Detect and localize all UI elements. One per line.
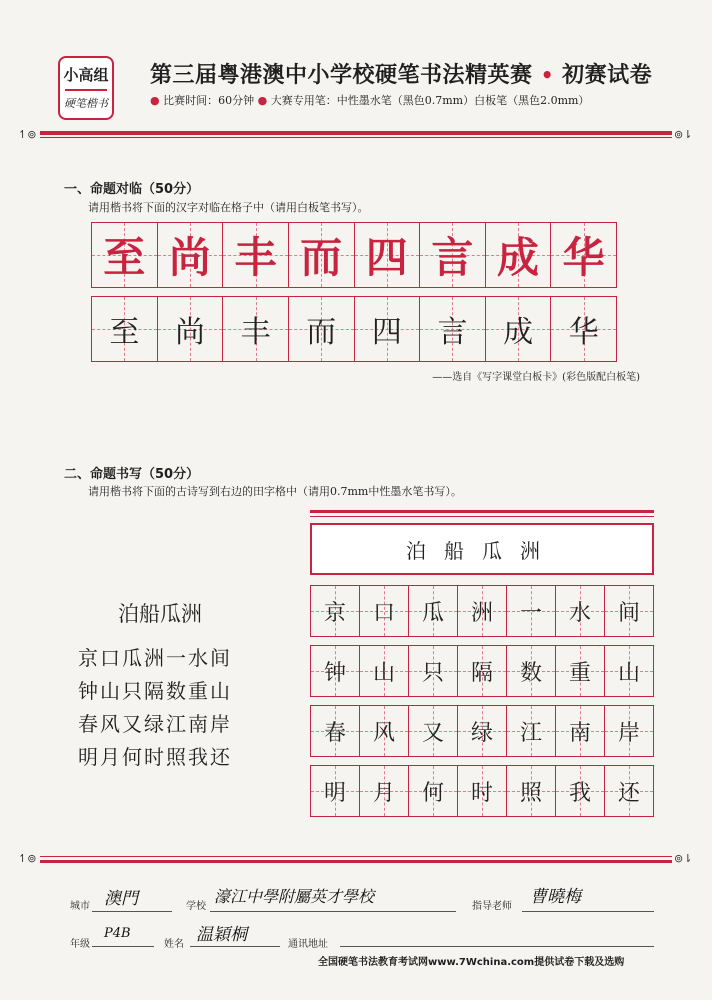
- grid-cell: [605, 766, 653, 816]
- grid-character: 照: [519, 780, 542, 806]
- grid-cell: [311, 766, 360, 816]
- practice-character-grid: [91, 296, 617, 362]
- address-underline: [340, 946, 654, 947]
- grid-cell: [223, 223, 289, 287]
- school-label: 学校: [186, 901, 206, 912]
- grid-character: 岸: [617, 720, 640, 746]
- grid-character: 京: [323, 600, 346, 626]
- grid-character: 水: [568, 600, 591, 626]
- grid-cell: [92, 297, 158, 361]
- grid-character: 而: [300, 233, 343, 282]
- poem-grid-row: [310, 705, 654, 757]
- grid-cell: [458, 586, 507, 636]
- grid-cell: [409, 766, 458, 816]
- grid-cell: [420, 297, 486, 361]
- poem-grid-row: [310, 645, 654, 697]
- header-rule: [40, 131, 672, 135]
- badge-divider: [65, 89, 107, 91]
- grid-cell: [458, 706, 507, 756]
- grid-cell: [355, 223, 421, 287]
- grid-character: 山: [372, 660, 395, 686]
- grid-character: 至: [109, 315, 140, 350]
- city-label: 城市: [70, 901, 90, 912]
- grid-cell: [409, 706, 458, 756]
- grid-character: 口: [372, 600, 395, 626]
- title-dot: •: [540, 63, 554, 87]
- info-dot-1: ●: [150, 94, 160, 107]
- name-underline: [190, 946, 280, 947]
- grid-character: 何: [421, 780, 444, 806]
- name-value: 温穎桐: [196, 925, 247, 945]
- grid-character: 尚: [168, 233, 211, 282]
- grid-cell: [507, 766, 556, 816]
- grid-cell: [158, 223, 224, 287]
- grid-cell: [409, 586, 458, 636]
- title-suffix: 初赛试卷: [562, 63, 653, 88]
- grid-character: 华: [568, 315, 599, 350]
- grid-character: 四: [371, 315, 402, 350]
- grid-character: 南: [568, 720, 591, 746]
- source-note: ——选自《写字课堂白板卡》(彩色版配白板笔): [432, 372, 640, 383]
- school-value: 濠江中學附屬英才學校: [214, 887, 375, 906]
- grid-cell: [605, 706, 653, 756]
- grid-cell: [458, 766, 507, 816]
- grid-character: 言: [437, 315, 468, 350]
- written-poem-title: 泊船瓜洲: [310, 523, 654, 575]
- grid-cell: [92, 223, 158, 287]
- grid-cell: [551, 223, 616, 287]
- grid-cell: [507, 646, 556, 696]
- grid-cell: [507, 586, 556, 636]
- grid-character: 尚: [174, 315, 205, 350]
- writing-area-rule: [310, 510, 654, 513]
- grade-underline: [92, 946, 154, 947]
- poem-grid-row: [310, 765, 654, 817]
- poem-grid-row: [310, 585, 654, 637]
- grid-cell: [556, 646, 605, 696]
- grade-value: P4B: [104, 926, 131, 941]
- city-value: 澳門: [104, 889, 138, 909]
- page-title: [150, 58, 690, 89]
- grid-cell: [311, 586, 360, 636]
- section1-title-text: 一、命题对临（: [64, 182, 156, 197]
- grid-character: 数: [519, 660, 542, 686]
- grid-character: 风: [372, 720, 395, 746]
- grid-character: 一: [519, 600, 542, 626]
- grid-character: 华: [562, 233, 605, 282]
- grid-cell: [360, 586, 409, 636]
- grid-cell: [556, 766, 605, 816]
- grid-character: 春: [323, 720, 346, 746]
- grid-cell: [420, 223, 486, 287]
- footer-rule-thin: [40, 856, 672, 857]
- grid-cell: [158, 297, 224, 361]
- grid-character: 山: [617, 660, 640, 686]
- poem-line: 京口瓜洲一水间: [78, 646, 232, 670]
- grid-cell: [289, 297, 355, 361]
- header-rule-thin: [40, 137, 672, 138]
- address-label: 通讯地址: [288, 939, 328, 950]
- exam-pens: 大赛专用笔：中性墨水笔（黑色0.7mm）白板笔（黑色2.0mm）: [270, 94, 590, 107]
- school-underline: [210, 911, 456, 912]
- grid-character: 言: [431, 233, 474, 282]
- grid-character: 江: [519, 720, 542, 746]
- grid-character: 月: [372, 780, 395, 806]
- section2-title-end: ）: [186, 467, 200, 482]
- grid-cell: [605, 586, 653, 636]
- grid-character: 而: [306, 315, 337, 350]
- teacher-underline: [522, 911, 654, 912]
- teacher-value: 曹曉梅: [530, 887, 581, 907]
- grid-character: 绿: [470, 720, 493, 746]
- grid-cell: [556, 586, 605, 636]
- city-underline: [92, 911, 172, 912]
- grid-cell: [311, 706, 360, 756]
- grid-cell: [507, 706, 556, 756]
- grid-cell: [355, 297, 421, 361]
- grid-character: 明: [323, 780, 346, 806]
- grid-character: 只: [421, 660, 444, 686]
- grid-character: 成: [503, 315, 534, 350]
- section2-title: [64, 463, 199, 482]
- teacher-label: 指导老师: [472, 901, 512, 912]
- footer-rule: [40, 860, 672, 863]
- ornament-left-bottom: ↿⊚: [18, 852, 37, 865]
- grid-cell: [360, 766, 409, 816]
- grid-cell: [289, 223, 355, 287]
- grid-character: 丰: [240, 315, 271, 350]
- grid-cell: [605, 646, 653, 696]
- poem-title: 泊船瓜洲: [118, 602, 202, 626]
- grid-character: 洲: [470, 600, 493, 626]
- grid-character: 我: [568, 780, 591, 806]
- grid-character: 又: [421, 720, 444, 746]
- grid-cell: [409, 646, 458, 696]
- grid-cell: [486, 297, 552, 361]
- grid-character: 瓜: [421, 600, 444, 626]
- grid-character: 间: [617, 600, 640, 626]
- grid-character: 还: [617, 780, 640, 806]
- exam-time: 比赛时间：60分钟: [163, 94, 255, 107]
- grid-cell: [458, 646, 507, 696]
- writing-area-rule-thin: [310, 516, 654, 517]
- title-main: 第三届粤港澳中小学校硬笔书法精英赛: [150, 63, 533, 88]
- section2-title-text: 二、命题书写（: [64, 467, 156, 482]
- grade-label: 年级: [70, 939, 90, 950]
- section1-instruction: 请用楷书将下面的汉字对临在格子中（请用白板笔书写）。: [88, 201, 369, 214]
- poem-line: 春风又绿江南岸: [78, 712, 232, 736]
- grid-character: 重: [568, 660, 591, 686]
- ornament-right-bottom: ⊚⇂: [674, 852, 693, 865]
- model-character-grid: [91, 222, 617, 288]
- poem-line: 明月何时照我还: [78, 745, 232, 769]
- grid-character: 钟: [323, 660, 346, 686]
- badge-group: 小高组: [63, 66, 109, 84]
- section1-title: [64, 178, 199, 197]
- grid-cell: [223, 297, 289, 361]
- name-label: 姓名: [164, 939, 184, 950]
- grid-cell: [551, 297, 616, 361]
- section1-points: 50分: [155, 182, 187, 197]
- badge-style: 硬笔楷书: [64, 97, 108, 110]
- group-badge: [58, 56, 114, 120]
- section1-title-end: ）: [186, 182, 200, 197]
- grid-character: 时: [470, 780, 493, 806]
- ornament-left-top: ↿⊚: [18, 128, 37, 141]
- grid-cell: [360, 646, 409, 696]
- grid-character: 隔: [470, 660, 493, 686]
- grid-cell: [486, 223, 552, 287]
- section2-points: 50分: [155, 467, 187, 482]
- grid-character: 四: [365, 233, 408, 282]
- section2-instruction: 请用楷书将下面的古诗写到右边的田字格中（请用0.7mm中性墨水笔书写）。: [88, 485, 462, 498]
- website-note: 全国硬笔书法教育考试网www.7Wchina.com提供试卷下载及选购: [318, 957, 625, 968]
- grid-cell: [360, 706, 409, 756]
- grid-cell: [311, 646, 360, 696]
- grid-cell: [556, 706, 605, 756]
- grid-character: 至: [103, 233, 146, 282]
- grid-character: 成: [497, 233, 540, 282]
- grid-character: 丰: [234, 233, 277, 282]
- info-dot-2: ●: [257, 94, 268, 107]
- poem-line: 钟山只隔数重山: [78, 679, 232, 703]
- exam-info: [150, 92, 690, 108]
- ornament-right-top: ⊚⇂: [674, 128, 693, 141]
